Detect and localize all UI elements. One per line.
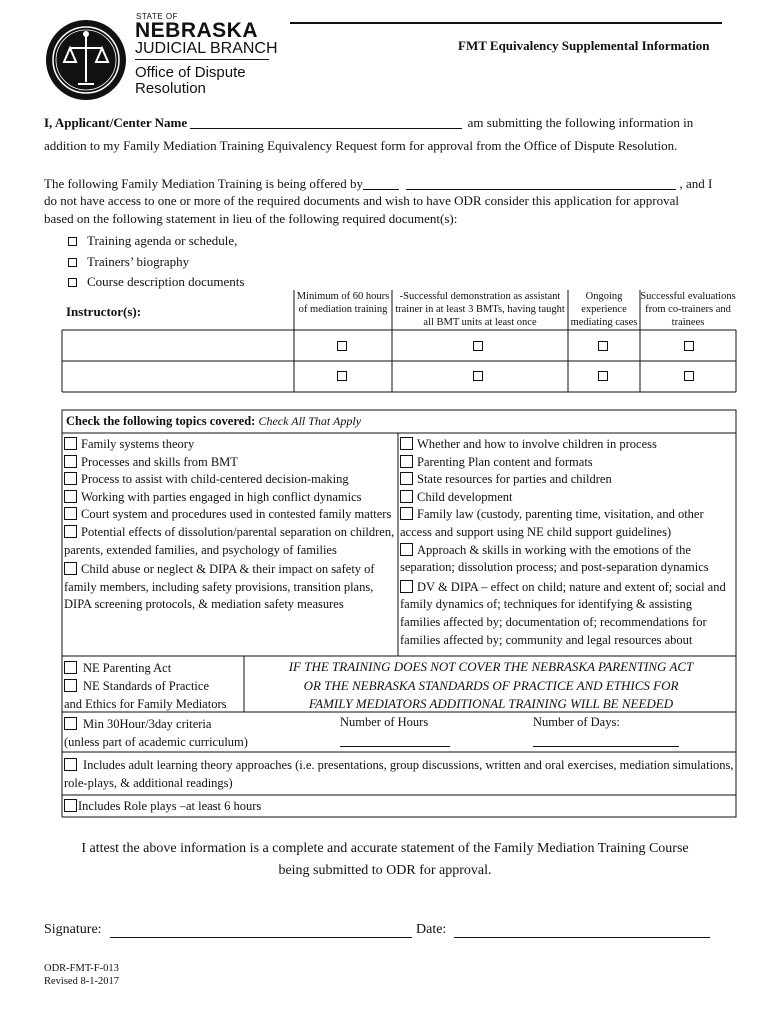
required-doc-item[interactable]: Course description documents [68, 272, 244, 293]
date-label: Date: [416, 922, 447, 937]
applicant-tail: am submitting the following information in [467, 115, 694, 130]
col-successful-evaluations: Successful evaluations from co-trainers and trainees [640, 291, 736, 328]
checkbox[interactable] [64, 525, 77, 538]
offered-line-2: do not have access to one or more of the required documents and wish to have ODR consider this application for approval [44, 193, 680, 208]
topic-item[interactable]: Family systems theory [64, 436, 396, 454]
num-hours-label: Number of Hours [340, 715, 429, 729]
topic-item[interactable]: Child abuse or neglect & DIPA & their impact on safety of family members, including safety provisions, transition plans, DIPA screening protocols, & mediation safety measures [64, 562, 375, 612]
instructor-label: Instructor(s): [66, 304, 142, 319]
checkbox[interactable] [64, 661, 77, 674]
topics-heading: Check the following topics covered: Check All That Apply [66, 414, 362, 428]
topic-item[interactable]: State resources for parties and children [400, 471, 734, 489]
num-days-label: Number of Days: [533, 715, 620, 729]
topic-item[interactable]: Potential effects of dissolution/parental separation on children, parents, extended families, and psychology of families [64, 524, 395, 557]
ne-parenting-item[interactable]: NE Parenting Act [64, 659, 244, 677]
topic-item[interactable]: Process to assist with child-centered decision-making [64, 471, 396, 489]
checkbox[interactable] [64, 490, 77, 503]
form-id: ODR-FMT-F-013 [44, 963, 119, 974]
topic-item[interactable]: Family law (custody, parenting time, visitation, and other access and support using NE child support guidelines) [400, 507, 704, 539]
revised-date: Revised 8-1-2017 [44, 976, 119, 987]
checkbox[interactable] [64, 437, 77, 450]
topic-item[interactable]: Processes and skills from BMT [64, 454, 396, 472]
required-doc-item[interactable]: Trainers’ biography [68, 252, 244, 273]
checkbox[interactable] [400, 437, 413, 450]
checkbox[interactable] [64, 799, 77, 812]
col-ongoing-experience: Ongoing experience mediating cases [570, 291, 638, 328]
offered-line-3: based on the following statement in lieu of the following required document(s): [44, 211, 458, 226]
topic-item[interactable]: DV & DIPA – effect on child; nature and extent of; social and family dynamics of; techniques for identifying & assisting families affected by; documentation of; recommendations for families affected by; community and legal resources about [400, 579, 726, 647]
checkbox[interactable] [64, 717, 77, 730]
checkbox[interactable] [400, 455, 413, 468]
checkbox[interactable] [64, 758, 77, 771]
checkbox[interactable] [400, 543, 413, 556]
checkbox[interactable] [64, 562, 77, 575]
topics-right-column [400, 436, 734, 649]
required-doc-item[interactable]: Training agenda or schedule, [68, 231, 244, 252]
applicant-line-2: addition to my Family Mediation Training Equivalency Request form for approval from the Office of Dispute Resolution. [44, 138, 678, 153]
signature-field[interactable] [110, 921, 412, 938]
num-hours-field[interactable] [340, 731, 450, 747]
ne-standards-item[interactable]: NE Standards of Practice [64, 677, 244, 695]
ne-standards-line-2: and Ethics for Family Mediators [64, 697, 227, 711]
checkbox[interactable] [64, 507, 77, 520]
topic-item[interactable]: Approach & skills in working with the emotions of the separation; dissolution process; and post-separation dynamics [400, 542, 709, 575]
num-days-field[interactable] [533, 731, 679, 747]
ne-warning: IF THE TRAINING DOES NOT COVER THE NEBRASKA PARENTING ACT OR THE NEBRASKA STANDARDS OF PRACTICE AND ETHICS FOR FAMILY MEDIATORS ADDITIONAL TRAINING WILL BE NEEDED [288, 659, 694, 711]
checkbox[interactable] [400, 580, 413, 593]
topic-item[interactable]: Court system and procedures used in contested family matters [64, 506, 396, 524]
topics-heading-note: Check All That Apply [258, 414, 362, 428]
topic-item[interactable]: Parenting Plan content and formats [400, 454, 734, 472]
applicant-label: I, Applicant/Center Name [44, 115, 188, 130]
col-min-hours: Minimum of 60 hours of mediation training [296, 291, 390, 315]
topics-left-column [64, 436, 396, 614]
topic-item[interactable]: Working with parties engaged in high conflict dynamics [64, 489, 396, 507]
date-field[interactable] [454, 921, 710, 938]
checkbox[interactable] [64, 455, 77, 468]
min-hours-note: (unless part of academic curriculum) [64, 735, 248, 749]
logo-nebraska: NEBRASKA [135, 19, 259, 42]
checkbox[interactable] [64, 472, 77, 485]
logo-branch: JUDICIAL BRANCH [135, 40, 278, 57]
checkbox[interactable] [400, 507, 413, 520]
checkbox[interactable] [400, 472, 413, 485]
attest-statement: I attest the above information is a complete and accurate statement of the Family Mediation Training Course being submitted to ODR for approval. [81, 841, 689, 878]
role-plays-item[interactable]: Includes Role plays –at least 6 hours [64, 799, 261, 814]
form-title: FMT Equivalency Supplemental Information [458, 38, 710, 53]
signature-label: Signature: [44, 922, 102, 937]
logo-office-2: Resolution [135, 80, 206, 97]
logo-state: STATE OF [136, 12, 178, 21]
offered-prefix: The following Family Mediation Training is being offered by [44, 176, 363, 191]
logo-office-1: Office of Dispute [135, 64, 246, 81]
offered-tail: , and I [679, 176, 713, 191]
min-hours-item[interactable]: Min 30Hour/3day criteria [64, 715, 248, 733]
topic-item[interactable]: Whether and how to involve children in process [400, 436, 734, 454]
adult-learning-item[interactable]: Includes adult learning theory approaches (i.e. presentations, group discussions, written and oral exercises, mediation simulations, role-plays, & additional readings) [64, 758, 734, 790]
col-assistant-trainer: -Successful demonstration as assistant trainer in at least 3 BMTs, having taught all BMT units at least once [395, 291, 565, 328]
checkbox[interactable] [64, 679, 77, 692]
min-hours-criteria [64, 715, 248, 751]
topic-item[interactable]: Child development [400, 489, 734, 507]
ne-requirements [64, 659, 244, 713]
checkbox[interactable] [400, 490, 413, 503]
